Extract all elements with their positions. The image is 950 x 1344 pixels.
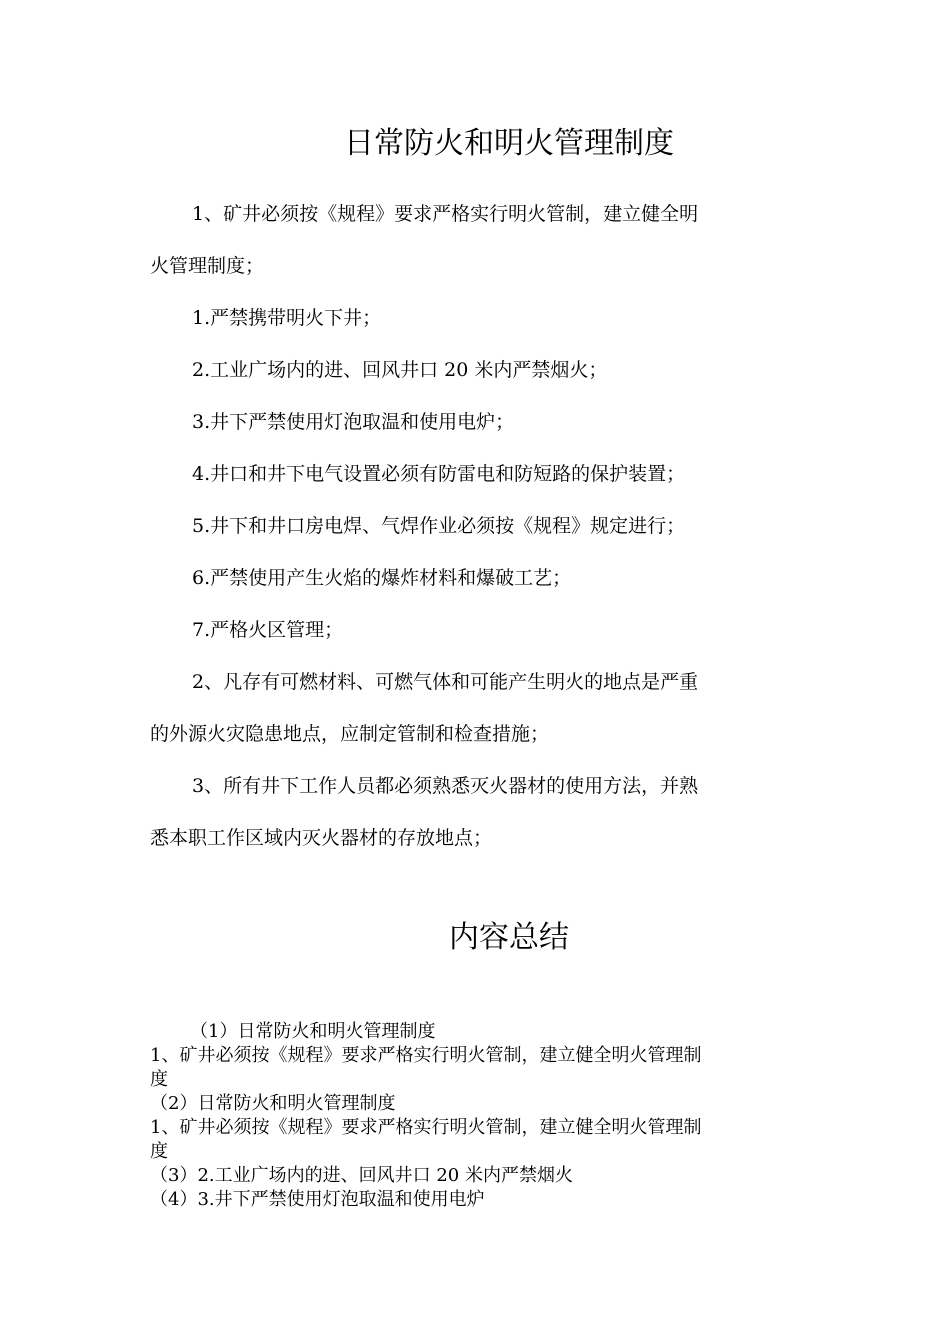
rule-7: 7.严格火区管理； [192,619,344,641]
rule-4: 4.井口和井下电气设置必须有防雷电和防短路的保护装置； [192,463,686,485]
paragraph-1-line-1: 1、矿井必须按《规程》要求严格实行明火管制，建立健全明 [192,203,699,225]
rule-1: 1.严禁携带明火下井； [192,307,382,329]
summary-line-1: （1）日常防火和明火管理制度 [190,1021,436,1042]
paragraph-1-line-2: 火管理制度； [150,255,265,277]
summary-line-7: （3）2.工业广场内的进、回风井口 20 米内严禁烟火 [150,1165,573,1186]
summary-line-3: 度 [150,1069,168,1090]
summary-line-6: 度 [150,1141,168,1162]
document-title: 日常防火和明火管理制度 [344,126,674,161]
summary-line-2: 1、矿井必须按《规程》要求严格实行明火管制，建立健全明火管理制 [150,1045,702,1066]
rule-2: 2.工业广场内的进、回风井口 20 米内严禁烟火； [192,359,608,381]
paragraph-2-line-2: 的外源火灾隐患地点，应制定管制和检查措施； [150,723,550,745]
rule-3: 3.井下严禁使用灯泡取温和使用电炉； [192,411,515,433]
summary-line-4: （2）日常防火和明火管理制度 [150,1093,396,1114]
paragraph-3-line-2: 悉本职工作区域内灭火器材的存放地点； [150,827,493,849]
summary-title: 内容总结 [449,920,569,955]
summary-line-8: （4）3.井下严禁使用灯泡取温和使用电炉 [150,1189,485,1210]
paragraph-2-line-1: 2、凡存有可燃材料、可燃气体和可能产生明火的地点是严重 [192,671,699,693]
rule-5: 5.井下和井口房电焊、气焊作业必须按《规程》规定进行； [192,515,686,537]
summary-line-5: 1、矿井必须按《规程》要求严格实行明火管制，建立健全明火管理制 [150,1117,702,1138]
paragraph-3-line-1: 3、所有井下工作人员都必须熟悉灭火器材的使用方法，并熟 [192,775,699,797]
rule-6: 6.严禁使用产生火焰的爆炸材料和爆破工艺； [192,567,572,589]
